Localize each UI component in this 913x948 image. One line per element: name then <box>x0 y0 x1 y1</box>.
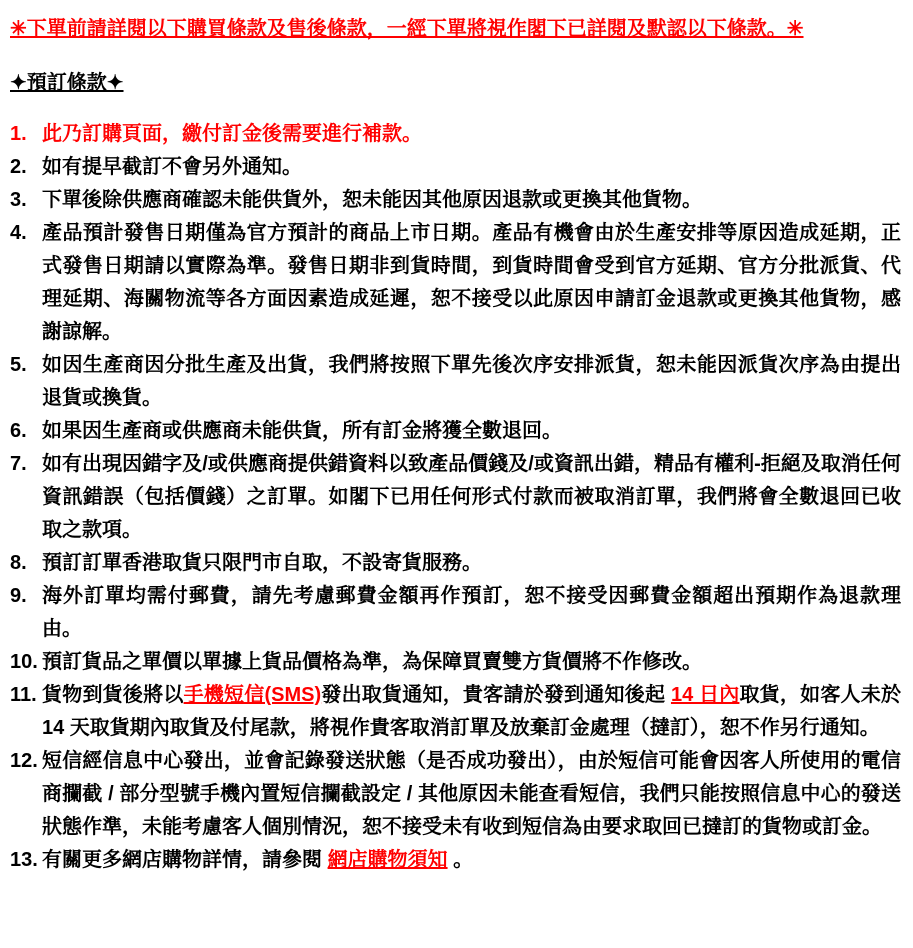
term-item-number: 3. <box>10 189 27 211</box>
term-item <box>10 217 901 349</box>
term-item-text: 此乃訂購頁面，繳付訂金後需要進行補款。 <box>42 123 422 145</box>
pickup-deadline-highlight: 14 日內 <box>670 684 740 706</box>
sms-highlight: 手機短信(SMS) <box>183 684 322 706</box>
term-item-text: 如果因生產商或供應商未能供貨，所有訂金將獲全數退回。 <box>42 420 562 442</box>
term-item-number: 6. <box>10 420 27 442</box>
term-item-number: 9. <box>10 585 27 607</box>
term-item-number: 11. <box>10 684 37 706</box>
term-item-text: 如有提早截訂不會另外通知。 <box>42 156 302 178</box>
term-item <box>10 580 901 646</box>
term-item-text: 海外訂單均需付郵費，請先考慮郵費金額再作預訂，恕不接受因郵費金額超出預期作為退款理由。 <box>42 585 901 640</box>
term-item-text: 短信經信息中心發出，並會記錄發送狀態（是否成功發出），由於短信可能會因客人所使用的電信商攔截 / 部分型號手機內置短信攔截設定 / 其他原因未能查看短信，我們只能按照信息中心的發送狀態作準，未能考慮客人個別情況，恕不接受未有收到短信為由要求取回已撻訂的貨物或訂金。 <box>42 750 901 838</box>
term-item-text: 貨物到貨後將以手機短信(SMS)發出取貨通知，貴客請於發到通知後起 14 日內取貨，如客人未於 14 天取貨期內取貨及付尾款，將視作貴客取消訂單及放棄訂金處理（撻訂），恕不作另行通知。 <box>42 684 902 739</box>
term-item <box>10 349 901 415</box>
term-item-text: 下單後除供應商確認未能供貨外，恕未能因其他原因退款或更換其他貨物。 <box>42 189 702 211</box>
term-item <box>10 745 901 844</box>
term-item-number: 13. <box>10 849 38 871</box>
term-item-number: 12. <box>10 750 38 772</box>
term-item <box>10 184 901 217</box>
section-header-preorder-terms: ✦預訂條款✦ <box>10 72 124 94</box>
term-item-number: 10. <box>10 651 38 673</box>
term-item <box>10 547 901 580</box>
term-item-number: 5. <box>10 354 27 376</box>
shop-guide-link[interactable]: 網店購物須知 <box>327 849 448 871</box>
term-item-number: 2. <box>10 156 27 178</box>
term-item-text: 預訂貨品之單價以單據上貨品價格為準，為保障買賣雙方貨價將不作修改。 <box>42 651 702 673</box>
term-item-text: 有關更多網店購物詳情，請參閱 網店購物須知 。 <box>42 849 474 871</box>
term-item <box>10 151 901 184</box>
term-item <box>10 679 901 745</box>
term-item-text: 預訂訂單香港取貨只限門市自取，不設寄貨服務。 <box>42 552 482 574</box>
term-item-text: 如因生產商因分批生產及出貨，我們將按照下單先後次序安排派貨，恕未能因派貨次序為由提出退貨或換貨。 <box>42 354 901 409</box>
term-item <box>10 448 901 547</box>
term-item <box>10 646 901 679</box>
term-item-text: 如有出現因錯字及/或供應商提供錯資料以致產品價錢及/或資訊出錯，精品有權利-拒絕及取消任何資訊錯誤（包括價錢）之訂單。如閣下已用任何形式付款而被取消訂單，我們將會全數退回已收取之款項。 <box>42 453 901 541</box>
terms-list <box>10 118 901 877</box>
term-item <box>10 844 901 877</box>
term-item-number: 4. <box>10 222 27 244</box>
term-item-number: 1. <box>10 123 27 145</box>
term-item-number: 8. <box>10 552 27 574</box>
term-item <box>10 118 901 151</box>
term-item <box>10 415 901 448</box>
term-item-number: 7. <box>10 453 27 475</box>
term-item-text: 產品預計發售日期僅為官方預計的商品上市日期。產品有機會由於生產安排等原因造成延期，正式發售日期請以實際為準。發售日期非到貨時間，到貨時間會受到官方延期、官方分批派貨、代理延期、海關物流等各方面因素造成延遲，恕不接受以此原因申請訂金退款或更換其他貨物，感謝諒解。 <box>42 222 901 343</box>
page-title: ✳下單前請詳閱以下購買條款及售後條款，一經下單將視作閣下已詳閱及默認以下條款。✳ <box>10 18 804 40</box>
